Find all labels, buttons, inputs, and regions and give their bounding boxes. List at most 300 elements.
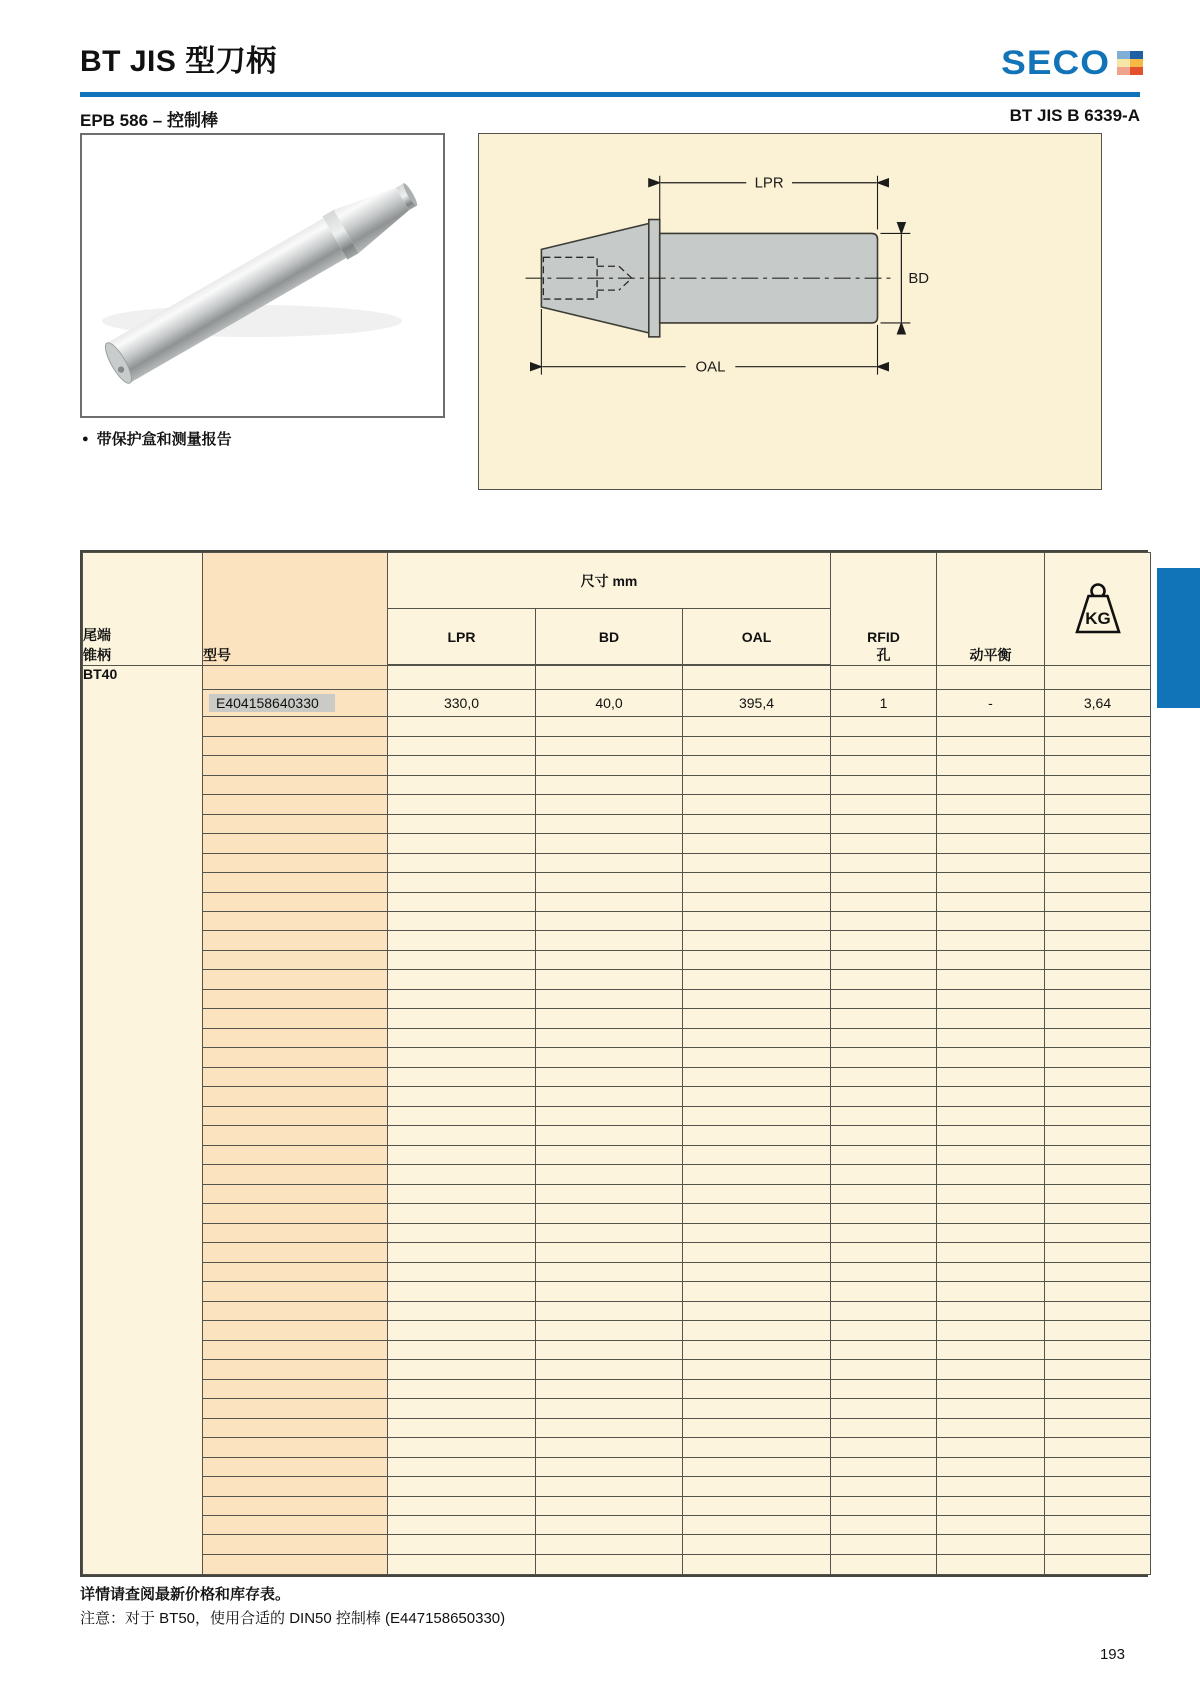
value-cell-empty bbox=[683, 873, 831, 892]
table-empty-row bbox=[83, 853, 1151, 872]
table-empty-row bbox=[83, 911, 1151, 930]
value-cell-empty bbox=[831, 873, 937, 892]
model-cell-empty bbox=[203, 1106, 388, 1125]
model-cell-empty bbox=[203, 911, 388, 930]
value-cell-empty bbox=[683, 989, 831, 1008]
value-cell-empty bbox=[536, 1204, 683, 1223]
value-cell-empty bbox=[937, 1067, 1045, 1086]
table-empty-row bbox=[83, 1282, 1151, 1301]
value-cell-empty bbox=[937, 1282, 1045, 1301]
value-cell-empty bbox=[683, 970, 831, 989]
value-cell-empty bbox=[1045, 970, 1151, 989]
value-cell-empty bbox=[937, 1554, 1045, 1574]
value-cell-empty bbox=[388, 795, 536, 814]
value-cell-empty bbox=[683, 1145, 831, 1164]
table-empty-row bbox=[83, 1321, 1151, 1340]
seco-logo-squares-icon bbox=[1117, 51, 1143, 75]
value-cell-empty bbox=[683, 736, 831, 755]
value-cell-empty bbox=[536, 1340, 683, 1359]
value-cell-empty bbox=[388, 1243, 536, 1262]
table-empty-row bbox=[83, 756, 1151, 775]
taper-group-label: BT40 bbox=[83, 665, 203, 1574]
value-cell-empty bbox=[388, 665, 536, 690]
value-cell-empty bbox=[388, 1048, 536, 1067]
value-cell-empty bbox=[831, 1535, 937, 1554]
col-header-taper-line2: 锥柄 bbox=[83, 646, 111, 663]
value-cell-empty bbox=[831, 931, 937, 950]
value-cell-empty bbox=[937, 1360, 1045, 1379]
model-cell bbox=[203, 690, 388, 717]
value-cell-empty bbox=[683, 1438, 831, 1457]
value-cell-empty bbox=[536, 1418, 683, 1437]
value-cell-empty bbox=[937, 795, 1045, 814]
subheader bbox=[80, 106, 1140, 131]
value-cell-empty bbox=[683, 1282, 831, 1301]
value-cell-empty bbox=[536, 1126, 683, 1145]
note-bt50: 注意：对于 BT50，使用合适的 DIN50 控制棒 (E447158650330) bbox=[80, 1610, 506, 1627]
value-cell-empty bbox=[937, 1145, 1045, 1164]
value-cell-empty bbox=[937, 1048, 1045, 1067]
value-cell-empty bbox=[683, 1165, 831, 1184]
value-cell-empty bbox=[388, 1204, 536, 1223]
value-cell-empty bbox=[937, 1418, 1045, 1437]
value-cell-empty bbox=[388, 853, 536, 872]
value-cell-empty bbox=[388, 1399, 536, 1418]
value-cell-empty bbox=[1045, 1399, 1151, 1418]
feature-bullet-text: 带保护盒和测量报告 bbox=[96, 431, 232, 448]
value-cell-empty bbox=[937, 931, 1045, 950]
value-cell-empty bbox=[536, 795, 683, 814]
value-cell-empty bbox=[937, 853, 1045, 872]
value-cell-empty bbox=[536, 1477, 683, 1496]
value-cell-empty bbox=[1045, 1360, 1151, 1379]
value-cell-empty bbox=[683, 795, 831, 814]
value-cell-empty bbox=[937, 1126, 1045, 1145]
value-cell-empty bbox=[388, 1477, 536, 1496]
value-cell-empty bbox=[536, 1321, 683, 1340]
value-cell-empty bbox=[1045, 1535, 1151, 1554]
value-cell-empty bbox=[683, 1360, 831, 1379]
value-cell-empty bbox=[388, 1535, 536, 1554]
value-cell-empty bbox=[831, 970, 937, 989]
dimension-diagram bbox=[478, 133, 1102, 490]
model-cell-empty bbox=[203, 931, 388, 950]
value-cell-empty bbox=[683, 931, 831, 950]
seco-logo bbox=[1001, 44, 1143, 81]
value-cell-empty bbox=[831, 814, 937, 833]
value-cell-empty bbox=[388, 1009, 536, 1028]
model-cell-empty bbox=[203, 736, 388, 755]
value-cell-empty bbox=[536, 853, 683, 872]
value-cell-empty bbox=[937, 970, 1045, 989]
value-cell-empty bbox=[937, 1028, 1045, 1047]
value-cell-empty bbox=[536, 1145, 683, 1164]
product-photo bbox=[80, 133, 445, 418]
col-header-lpr: LPR bbox=[388, 609, 536, 665]
model-cell-empty bbox=[203, 1282, 388, 1301]
value-cell-empty bbox=[683, 950, 831, 969]
control-bar-photo-image bbox=[82, 135, 443, 416]
model-cell-empty bbox=[203, 1048, 388, 1067]
diagram-label-lpr: LPR bbox=[754, 175, 784, 192]
value-cell-empty bbox=[1045, 1516, 1151, 1535]
table-empty-row bbox=[83, 873, 1151, 892]
model-cell-empty bbox=[203, 989, 388, 1008]
table-empty-row bbox=[83, 1009, 1151, 1028]
value-cell-empty bbox=[683, 1379, 831, 1398]
table-empty-row bbox=[83, 775, 1151, 794]
value-cell-empty bbox=[831, 756, 937, 775]
value-cell-empty bbox=[937, 1087, 1045, 1106]
col-header-rfid bbox=[831, 553, 937, 666]
model-cell-empty bbox=[203, 1028, 388, 1047]
value-cell-empty bbox=[831, 1145, 937, 1164]
model-cell-empty bbox=[203, 1204, 388, 1223]
note-pricing: 详情请查阅最新价格和库存表。 bbox=[80, 1586, 291, 1603]
value-cell-empty bbox=[831, 1262, 937, 1281]
value-cell-empty bbox=[831, 1496, 937, 1515]
col-header-taper bbox=[83, 553, 203, 666]
value-cell-empty bbox=[536, 970, 683, 989]
model-cell-empty bbox=[203, 1438, 388, 1457]
value-cell-empty bbox=[1045, 1496, 1151, 1515]
value-cell-empty bbox=[937, 1301, 1045, 1320]
value-cell-empty bbox=[1045, 873, 1151, 892]
weight-icon-label: KG bbox=[1084, 608, 1111, 628]
model-cell-empty bbox=[203, 1457, 388, 1476]
value-cell-empty bbox=[683, 1457, 831, 1476]
table-empty-row bbox=[83, 795, 1151, 814]
value-cell-empty bbox=[831, 1418, 937, 1437]
value-cell-empty bbox=[683, 853, 831, 872]
value-cell-empty bbox=[536, 1048, 683, 1067]
value-cell-empty bbox=[388, 950, 536, 969]
table-empty-row bbox=[83, 892, 1151, 911]
value-cell-empty bbox=[831, 911, 937, 930]
table-empty-row bbox=[83, 1028, 1151, 1047]
control-bar-drawing bbox=[479, 134, 1101, 489]
value-cell-empty bbox=[1045, 1301, 1151, 1320]
page-title: BT JIS 型刀柄 bbox=[80, 45, 277, 78]
value-cell-empty bbox=[937, 1106, 1045, 1125]
value-cell-empty bbox=[831, 1554, 937, 1574]
model-cell-empty bbox=[203, 853, 388, 872]
value-cell-empty bbox=[683, 1204, 831, 1223]
value-cell-empty bbox=[937, 1165, 1045, 1184]
value-cell-empty bbox=[683, 1009, 831, 1028]
table-empty-row bbox=[83, 1067, 1151, 1086]
value-cell-empty bbox=[536, 989, 683, 1008]
value-cell-empty bbox=[937, 665, 1045, 690]
value-cell-empty bbox=[683, 1477, 831, 1496]
value-cell-empty bbox=[388, 1554, 536, 1574]
value-cell-empty bbox=[831, 1477, 937, 1496]
bullet-icon: ● bbox=[82, 433, 89, 445]
value-cell-empty bbox=[1045, 814, 1151, 833]
value-cell-empty bbox=[831, 834, 937, 853]
value-cell-empty bbox=[1045, 1243, 1151, 1262]
value-cell-empty bbox=[1045, 853, 1151, 872]
table-empty-row bbox=[83, 1379, 1151, 1398]
value-cell-empty bbox=[536, 1223, 683, 1242]
value-cell-empty bbox=[1045, 1184, 1151, 1203]
value-cell-empty bbox=[388, 1321, 536, 1340]
model-cell-empty bbox=[203, 1184, 388, 1203]
value-cell-empty bbox=[388, 931, 536, 950]
model-cell-empty bbox=[203, 1496, 388, 1515]
value-cell-empty bbox=[388, 1184, 536, 1203]
table-empty-row bbox=[83, 1496, 1151, 1515]
value-cell-empty bbox=[388, 911, 536, 930]
value-cell-empty bbox=[388, 717, 536, 736]
balance-cell: - bbox=[937, 690, 1045, 717]
value-cell-empty bbox=[831, 795, 937, 814]
value-cell-empty bbox=[1045, 1145, 1151, 1164]
value-cell-empty bbox=[831, 1243, 937, 1262]
value-cell-empty bbox=[388, 1262, 536, 1281]
value-cell-empty bbox=[937, 814, 1045, 833]
value-cell-empty bbox=[388, 1106, 536, 1125]
lpr-cell: 330,0 bbox=[388, 690, 536, 717]
value-cell-empty bbox=[937, 1340, 1045, 1359]
value-cell-empty bbox=[1045, 1262, 1151, 1281]
table-empty-row bbox=[83, 1399, 1151, 1418]
model-cell-empty bbox=[203, 1516, 388, 1535]
col-header-balance: 动平衡 bbox=[937, 553, 1045, 666]
table-empty-row bbox=[83, 814, 1151, 833]
table-empty-row bbox=[83, 1126, 1151, 1145]
value-cell-empty bbox=[536, 1399, 683, 1418]
value-cell-empty bbox=[831, 853, 937, 872]
value-cell-empty bbox=[831, 1223, 937, 1242]
value-cell-empty bbox=[388, 775, 536, 794]
value-cell-empty bbox=[1045, 1438, 1151, 1457]
value-cell-empty bbox=[683, 1262, 831, 1281]
value-cell-empty bbox=[937, 1204, 1045, 1223]
diagram-label-bd: BD bbox=[908, 271, 930, 288]
value-cell-empty bbox=[536, 1028, 683, 1047]
table-empty-row bbox=[83, 1360, 1151, 1379]
table-empty-row bbox=[83, 1457, 1151, 1476]
model-cell-empty bbox=[203, 873, 388, 892]
model-cell-empty bbox=[203, 1321, 388, 1340]
value-cell-empty bbox=[388, 1126, 536, 1145]
value-cell-empty bbox=[536, 892, 683, 911]
kg-cell: 3,64 bbox=[1045, 690, 1151, 717]
value-cell-empty bbox=[536, 814, 683, 833]
model-cell-empty bbox=[203, 834, 388, 853]
table-empty-row bbox=[83, 1301, 1151, 1320]
value-cell-empty bbox=[388, 970, 536, 989]
value-cell-empty bbox=[937, 1223, 1045, 1242]
model-cell-empty bbox=[203, 1418, 388, 1437]
value-cell-empty bbox=[536, 1106, 683, 1125]
value-cell-empty bbox=[937, 1184, 1045, 1203]
value-cell-empty bbox=[536, 1262, 683, 1281]
value-cell-empty bbox=[536, 950, 683, 969]
table-row bbox=[83, 690, 1151, 717]
value-cell-empty bbox=[388, 1496, 536, 1515]
logo-square bbox=[1130, 59, 1143, 67]
value-cell-empty bbox=[1045, 1223, 1151, 1242]
value-cell-empty bbox=[1045, 1165, 1151, 1184]
col-group-dimensions: 尺寸 mm bbox=[388, 553, 831, 609]
value-cell-empty bbox=[831, 1028, 937, 1047]
value-cell-empty bbox=[1045, 1554, 1151, 1574]
value-cell-empty bbox=[1045, 1067, 1151, 1086]
value-cell-empty bbox=[683, 1321, 831, 1340]
value-cell-empty bbox=[683, 1087, 831, 1106]
value-cell-empty bbox=[388, 1516, 536, 1535]
value-cell-empty bbox=[1045, 665, 1151, 690]
spec-table bbox=[80, 550, 1148, 1577]
value-cell-empty bbox=[1045, 911, 1151, 930]
header-divider bbox=[80, 92, 1140, 97]
model-cell-empty bbox=[203, 1087, 388, 1106]
value-cell-empty bbox=[1045, 1028, 1151, 1047]
value-cell-empty bbox=[388, 1360, 536, 1379]
value-cell-empty bbox=[937, 1516, 1045, 1535]
seco-logo-text: SECO bbox=[1001, 43, 1110, 82]
value-cell-empty bbox=[1045, 756, 1151, 775]
value-cell-empty bbox=[1045, 1106, 1151, 1125]
value-cell-empty bbox=[388, 1067, 536, 1086]
value-cell-empty bbox=[937, 756, 1045, 775]
value-cell-empty bbox=[388, 1418, 536, 1437]
value-cell-empty bbox=[388, 873, 536, 892]
value-cell-empty bbox=[831, 1301, 937, 1320]
value-cell-empty bbox=[1045, 1418, 1151, 1437]
model-cell-empty bbox=[203, 1301, 388, 1320]
value-cell-empty bbox=[388, 892, 536, 911]
model-cell-empty bbox=[203, 1223, 388, 1242]
value-cell-empty bbox=[1045, 989, 1151, 1008]
value-cell-empty bbox=[1045, 1340, 1151, 1359]
col-header-oal: OAL bbox=[683, 609, 831, 665]
value-cell-empty bbox=[536, 1067, 683, 1086]
value-cell-empty bbox=[536, 1438, 683, 1457]
model-number-highlight: E404158640330 bbox=[209, 694, 335, 712]
value-cell-empty bbox=[1045, 775, 1151, 794]
model-cell-empty bbox=[203, 950, 388, 969]
table-empty-row bbox=[83, 1554, 1151, 1574]
series-subtitle: EPB 586 – 控制棒 bbox=[80, 111, 218, 130]
value-cell-empty bbox=[388, 834, 536, 853]
model-cell-empty bbox=[203, 775, 388, 794]
value-cell-empty bbox=[937, 950, 1045, 969]
model-cell-empty bbox=[203, 814, 388, 833]
value-cell-empty bbox=[831, 1204, 937, 1223]
model-cell-empty bbox=[203, 892, 388, 911]
value-cell-empty bbox=[1045, 1204, 1151, 1223]
value-cell-empty bbox=[536, 873, 683, 892]
value-cell-empty bbox=[937, 717, 1045, 736]
value-cell-empty bbox=[1045, 717, 1151, 736]
table-empty-row bbox=[83, 989, 1151, 1008]
table-empty-row bbox=[83, 1262, 1151, 1281]
value-cell-empty bbox=[831, 1379, 937, 1398]
table-empty-row bbox=[83, 1477, 1151, 1496]
value-cell-empty bbox=[388, 989, 536, 1008]
value-cell-empty bbox=[937, 911, 1045, 930]
value-cell-empty bbox=[536, 1282, 683, 1301]
value-cell-empty bbox=[937, 873, 1045, 892]
value-cell-empty bbox=[683, 1126, 831, 1145]
value-cell-empty bbox=[937, 1535, 1045, 1554]
value-cell-empty bbox=[1045, 931, 1151, 950]
value-cell-empty bbox=[831, 1184, 937, 1203]
value-cell-empty bbox=[831, 989, 937, 1008]
value-cell-empty bbox=[683, 1028, 831, 1047]
col-header-weight bbox=[1045, 553, 1151, 666]
value-cell-empty bbox=[536, 665, 683, 690]
col-header-rfid-line2: 孔 bbox=[876, 646, 891, 663]
table-empty-row bbox=[83, 1087, 1151, 1106]
diagram-label-oal: OAL bbox=[695, 359, 726, 376]
model-cell-empty bbox=[203, 1067, 388, 1086]
value-cell-empty bbox=[683, 717, 831, 736]
logo-square bbox=[1117, 51, 1130, 59]
value-cell-empty bbox=[683, 1496, 831, 1515]
value-cell-empty bbox=[683, 814, 831, 833]
table-empty-row bbox=[83, 1145, 1151, 1164]
value-cell-empty bbox=[683, 834, 831, 853]
value-cell-empty bbox=[937, 1321, 1045, 1340]
table-empty-row bbox=[83, 1204, 1151, 1223]
value-cell-empty bbox=[536, 1165, 683, 1184]
value-cell-empty bbox=[937, 1379, 1045, 1398]
value-cell-empty bbox=[1045, 834, 1151, 853]
value-cell-empty bbox=[1045, 1126, 1151, 1145]
value-cell-empty bbox=[937, 1243, 1045, 1262]
value-cell-empty bbox=[937, 1262, 1045, 1281]
spec-table-body bbox=[83, 553, 1151, 1575]
value-cell-empty bbox=[1045, 736, 1151, 755]
col-header-bd: BD bbox=[536, 609, 683, 665]
value-cell-empty bbox=[536, 1379, 683, 1398]
section-tab bbox=[1157, 568, 1200, 708]
table-empty-row bbox=[83, 1516, 1151, 1535]
value-cell-empty bbox=[536, 911, 683, 930]
col-header-rfid-line1: RFID bbox=[867, 628, 900, 645]
table-empty-row bbox=[83, 1243, 1151, 1262]
value-cell-empty bbox=[1045, 950, 1151, 969]
value-cell-empty bbox=[388, 1340, 536, 1359]
value-cell-empty bbox=[831, 1282, 937, 1301]
model-cell-empty bbox=[203, 1340, 388, 1359]
value-cell-empty bbox=[683, 1516, 831, 1535]
model-cell-empty bbox=[203, 665, 388, 690]
value-cell-empty bbox=[683, 1418, 831, 1437]
table-header-row-1 bbox=[83, 553, 1151, 609]
value-cell-empty bbox=[536, 1184, 683, 1203]
value-cell-empty bbox=[831, 1106, 937, 1125]
value-cell-empty bbox=[388, 756, 536, 775]
value-cell-empty bbox=[937, 1457, 1045, 1476]
value-cell-empty bbox=[937, 989, 1045, 1008]
value-cell-empty bbox=[683, 1535, 831, 1554]
logo-square bbox=[1117, 59, 1130, 67]
value-cell-empty bbox=[937, 1009, 1045, 1028]
logo-square bbox=[1117, 67, 1130, 75]
footnotes bbox=[80, 1583, 505, 1631]
table-empty-row bbox=[83, 1535, 1151, 1554]
value-cell-empty bbox=[388, 1087, 536, 1106]
value-cell-empty bbox=[388, 1282, 536, 1301]
value-cell-empty bbox=[831, 1067, 937, 1086]
value-cell-empty bbox=[683, 1223, 831, 1242]
value-cell-empty bbox=[388, 736, 536, 755]
